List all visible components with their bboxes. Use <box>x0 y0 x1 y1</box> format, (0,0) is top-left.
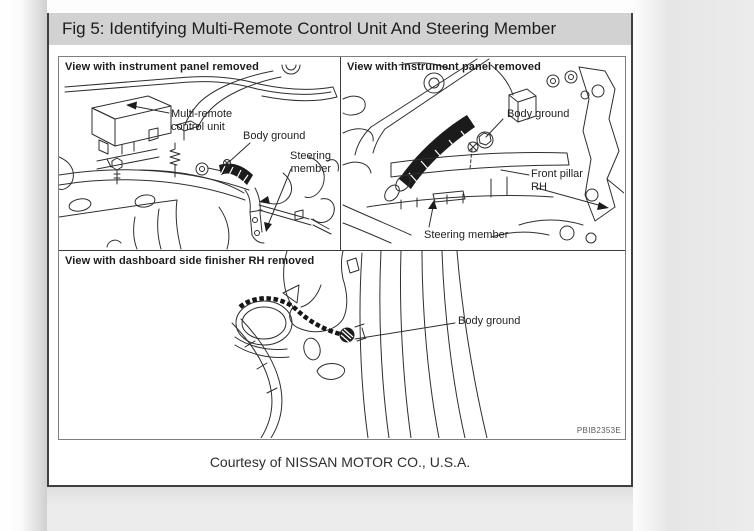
panel-top-right <box>341 57 625 251</box>
harness-bundle-drawing <box>382 115 493 204</box>
label-body-ground-bottom: Body ground <box>458 315 521 327</box>
figure-title: Fig 5: Identifying Multi-Remote Control Unit And Steering Member <box>62 19 557 38</box>
panel-caption: View with instrument panel removed <box>347 61 541 73</box>
courtesy-line: Courtesy of NISSAN MOTOR CO., U.S.A. <box>209 454 471 470</box>
steering-member-leader-tr <box>428 200 437 227</box>
label-steering-member-tl: Steering member <box>290 150 331 175</box>
diagram-frame <box>58 56 626 440</box>
label-body-ground-tl: Body ground <box>243 130 306 142</box>
label-front-pillar-rh: Front pillar RH <box>531 168 583 193</box>
panel-caption: View with instrument panel removed <box>65 61 259 73</box>
ground-wire-bundle-drawing <box>196 160 253 186</box>
label-steering-member-tr: Steering member <box>424 229 509 241</box>
body-ground-leader-tl <box>229 143 250 162</box>
top-right-illustration <box>341 57 624 250</box>
page-top-shading <box>47 0 633 13</box>
label-body-ground-tr: Body ground <box>507 108 570 120</box>
figure-title-bar <box>49 13 631 45</box>
panel-caption: View with dashboard side finisher RH removed <box>65 255 315 267</box>
figure-window <box>47 13 633 487</box>
page-bottom-shading <box>47 487 633 531</box>
body-ground-leader-bottom <box>355 323 455 339</box>
panel-top-left <box>59 57 341 251</box>
page-right-shading <box>633 0 754 531</box>
body-ground-leader-tr <box>486 119 503 137</box>
figure-code: PBIB2353E <box>576 426 621 435</box>
door-pillar-trim-drawing <box>283 251 487 438</box>
page-left-shading <box>0 0 47 531</box>
bolt-and-spring-drawing <box>97 143 180 184</box>
curved-arrow <box>259 173 292 204</box>
label-multi-remote-control-unit: Multi-remote control unit <box>171 108 233 133</box>
panel-bottom <box>59 251 625 439</box>
front-pillar-bracket-drawing <box>579 67 624 221</box>
bottom-illustration <box>59 251 625 438</box>
